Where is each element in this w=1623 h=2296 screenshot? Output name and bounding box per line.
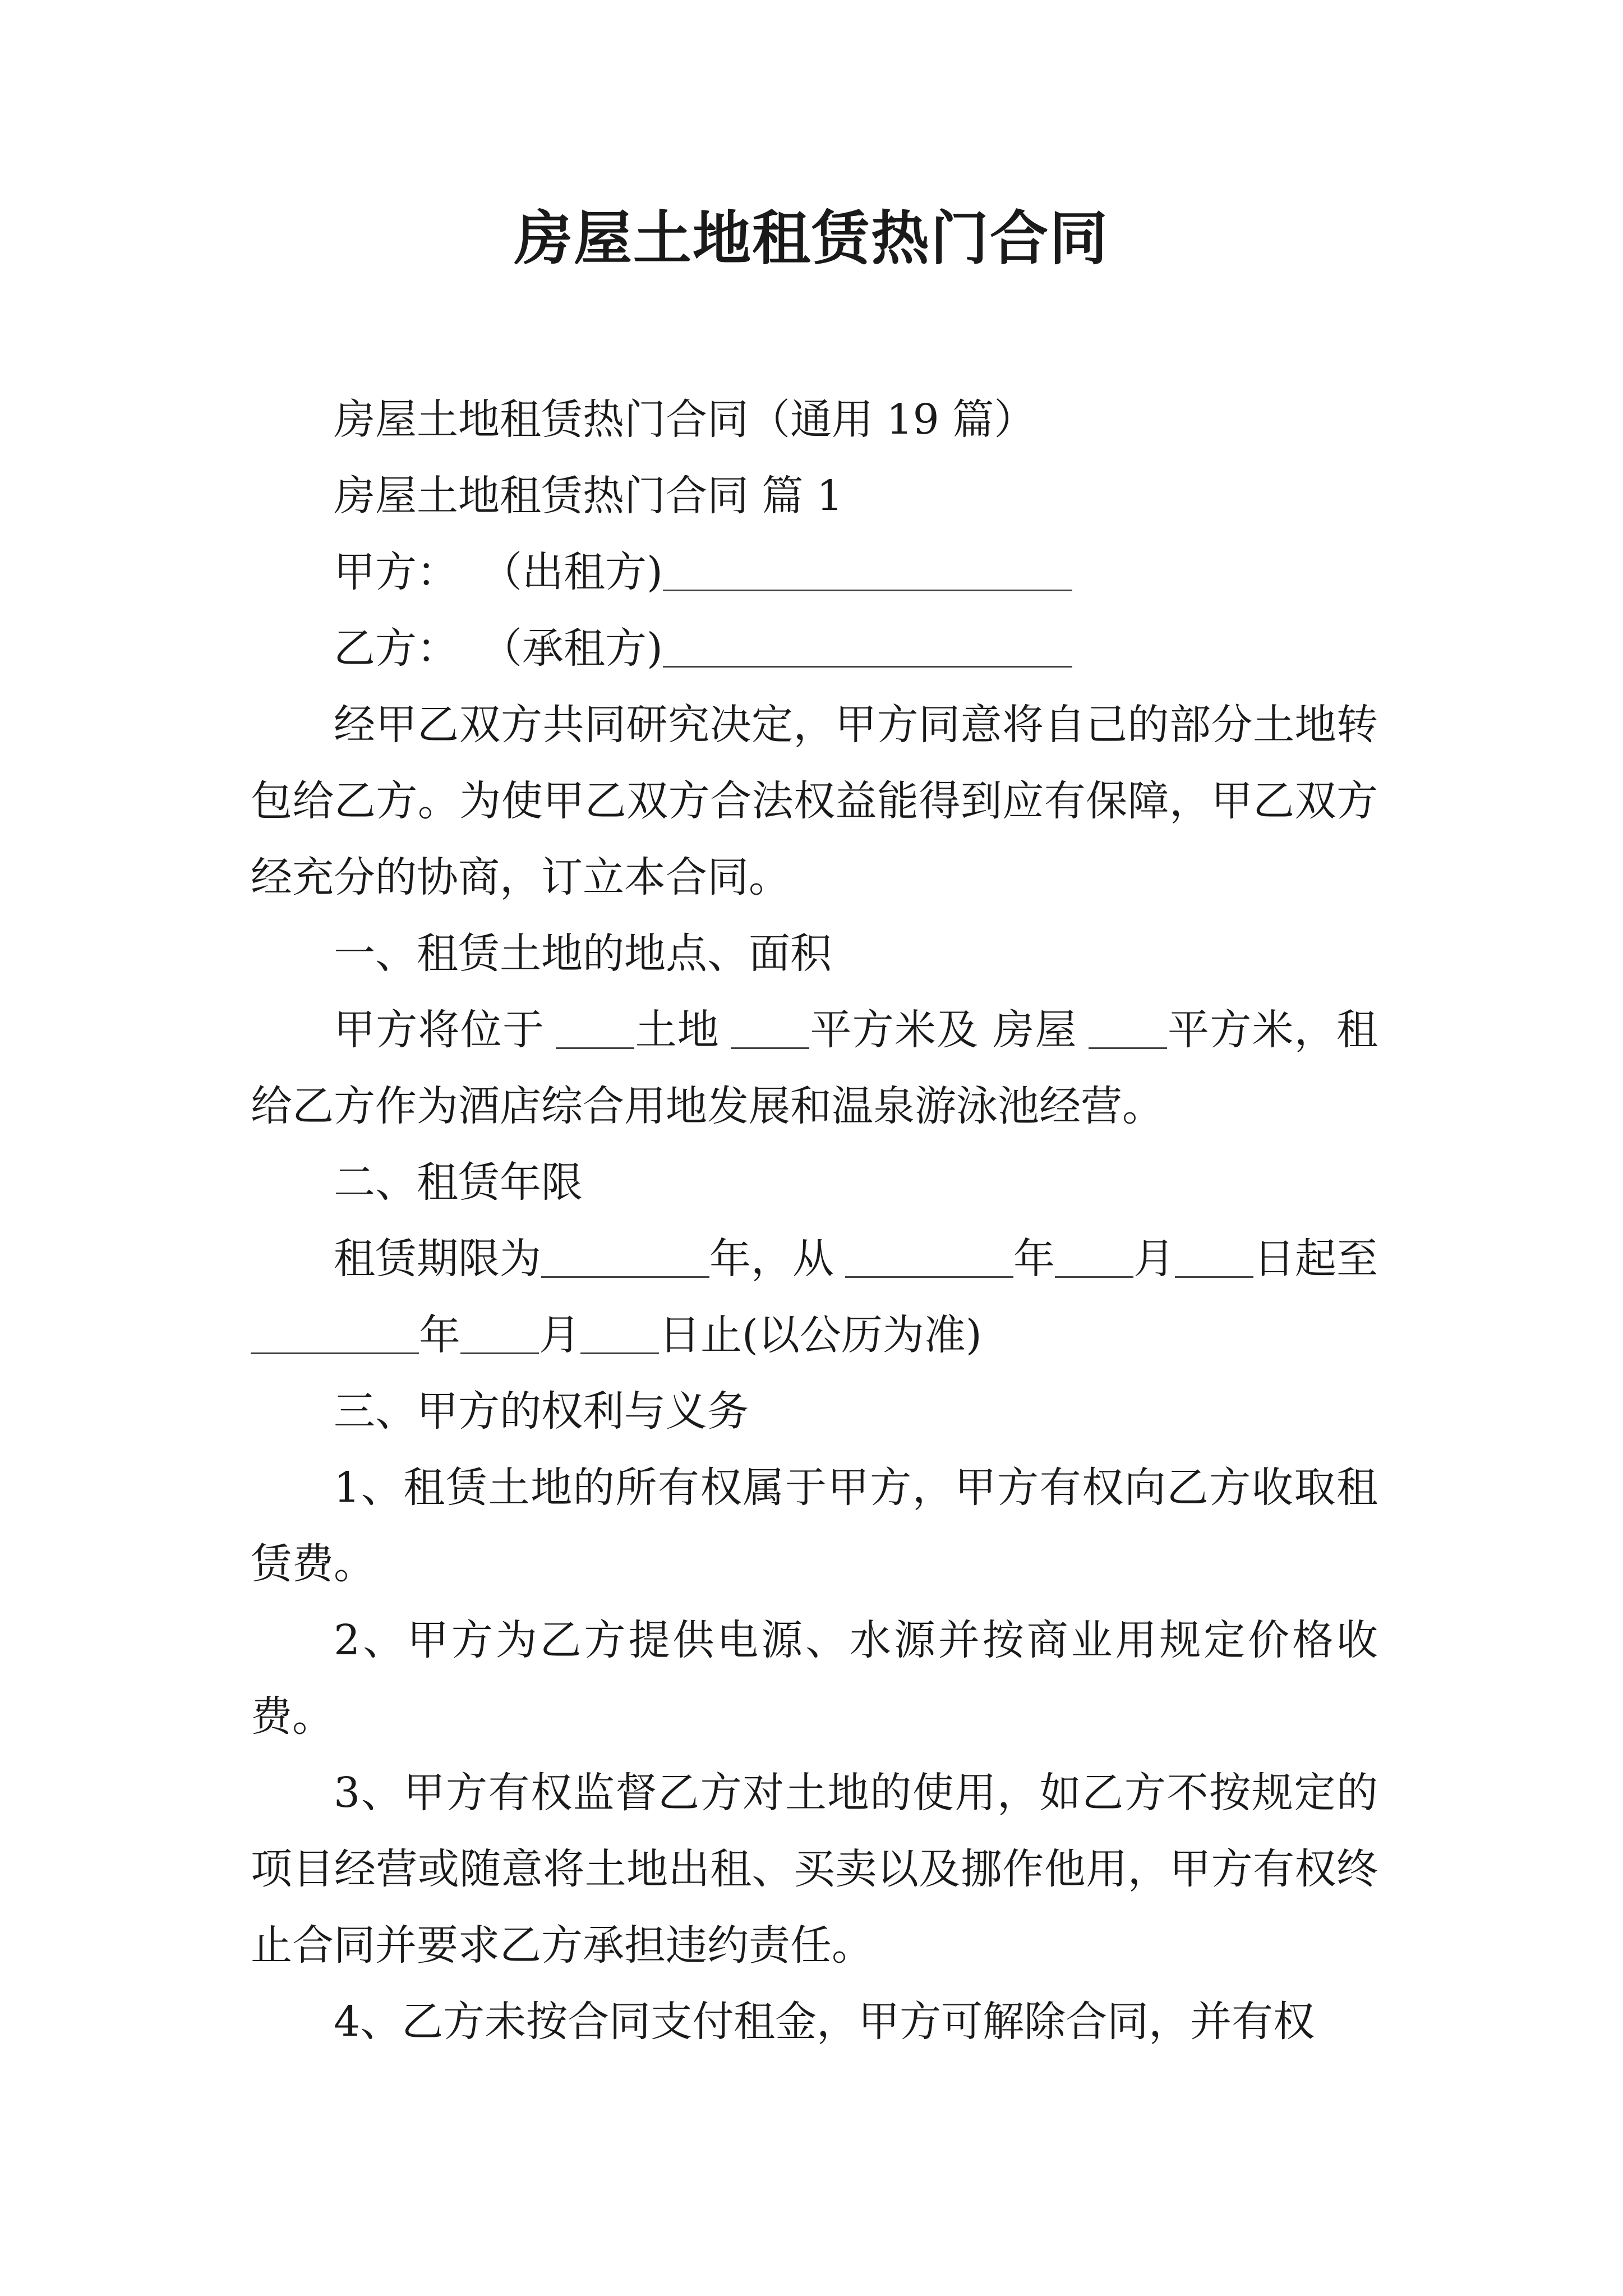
party-a-line bbox=[251, 534, 1378, 610]
clause2-text-1: 租赁期限为 bbox=[334, 1235, 541, 1283]
clause2-text-7: 月 bbox=[539, 1311, 580, 1359]
party-a-role: （出租方) bbox=[481, 548, 663, 596]
party-b-blank bbox=[663, 624, 1072, 668]
party-b-label: 乙方： bbox=[334, 624, 458, 673]
clause3-item-2: 2、甲方为乙方提供电源、水源并按商业用规定价格收费。 bbox=[251, 1616, 1378, 1741]
clause2-text-3: 年 bbox=[1013, 1235, 1055, 1283]
intro-paragraph: 经甲乙双方共同研究决定，甲方同意将自己的部分土地转包给乙方。为使甲乙双方合法权益能得到应有保障，甲乙双方经充分的协商，订立本合同。 bbox=[251, 701, 1378, 901]
party-a-blank bbox=[663, 548, 1072, 591]
clause1-text-2: 土地 bbox=[634, 1006, 720, 1054]
clause2-text-8: 日止(以公历为准) bbox=[659, 1311, 982, 1359]
clause2-text-2: 年，从 bbox=[709, 1235, 834, 1283]
document-title: 房屋土地租赁热门合同 bbox=[514, 204, 1109, 273]
clause3-item-3: 3、甲方有权监督乙方对土地的使用，如乙方不按规定的项目经营或随意将土地出租、买卖以及挪作他用，甲方有权终止合同并要求乙方承担违约责任。 bbox=[251, 1769, 1378, 1970]
clause1-text-4: 平方米，租给乙方作为酒店综合用地发展和温泉游泳池经营。 bbox=[251, 1006, 1378, 1130]
start-day-blank bbox=[1175, 1235, 1253, 1278]
end-year-blank bbox=[251, 1311, 419, 1354]
section-heading: 房屋土地租赁热门合同 篇 1 bbox=[334, 472, 843, 520]
document-subtitle: 房屋土地租赁热门合同（通用 19 篇） bbox=[334, 395, 1036, 444]
end-month-blank bbox=[460, 1311, 539, 1354]
location-blank bbox=[556, 1006, 634, 1049]
start-month-blank bbox=[1055, 1235, 1133, 1278]
years-blank bbox=[541, 1235, 709, 1278]
clause3-heading: 三、甲方的权利与义务 bbox=[334, 1387, 749, 1435]
house-area-blank bbox=[1089, 1006, 1167, 1049]
clause1-heading: 一、租赁土地的地点、面积 bbox=[334, 930, 832, 978]
clause2-heading: 二、租赁年限 bbox=[334, 1158, 583, 1207]
party-b-role: （承租方) bbox=[481, 624, 663, 673]
end-day-blank bbox=[580, 1311, 659, 1354]
document-body bbox=[251, 381, 1378, 2060]
clause1-paragraph bbox=[251, 992, 1378, 1144]
clause2-text-5: 日起至 bbox=[1253, 1235, 1378, 1283]
clause3-item-4: 4、乙方未按合同支付租金，甲方可解除合同，并有权 bbox=[334, 1998, 1315, 2046]
clause2-paragraph bbox=[251, 1221, 1378, 1373]
clause1-text-3: 平方米及 房屋 bbox=[809, 1006, 1077, 1054]
party-b-line bbox=[251, 610, 1378, 687]
land-area-blank bbox=[731, 1006, 809, 1049]
clause3-item-1: 1、租赁土地的所有权属于甲方，甲方有权向乙方收取租赁费。 bbox=[251, 1464, 1378, 1588]
start-year-blank bbox=[845, 1235, 1013, 1278]
party-a-label: 甲方： bbox=[334, 548, 458, 596]
clause2-text-4: 月 bbox=[1133, 1235, 1175, 1283]
clause2-text-6: 年 bbox=[419, 1311, 460, 1359]
clause1-text-1: 甲方将位于 bbox=[334, 1006, 545, 1054]
